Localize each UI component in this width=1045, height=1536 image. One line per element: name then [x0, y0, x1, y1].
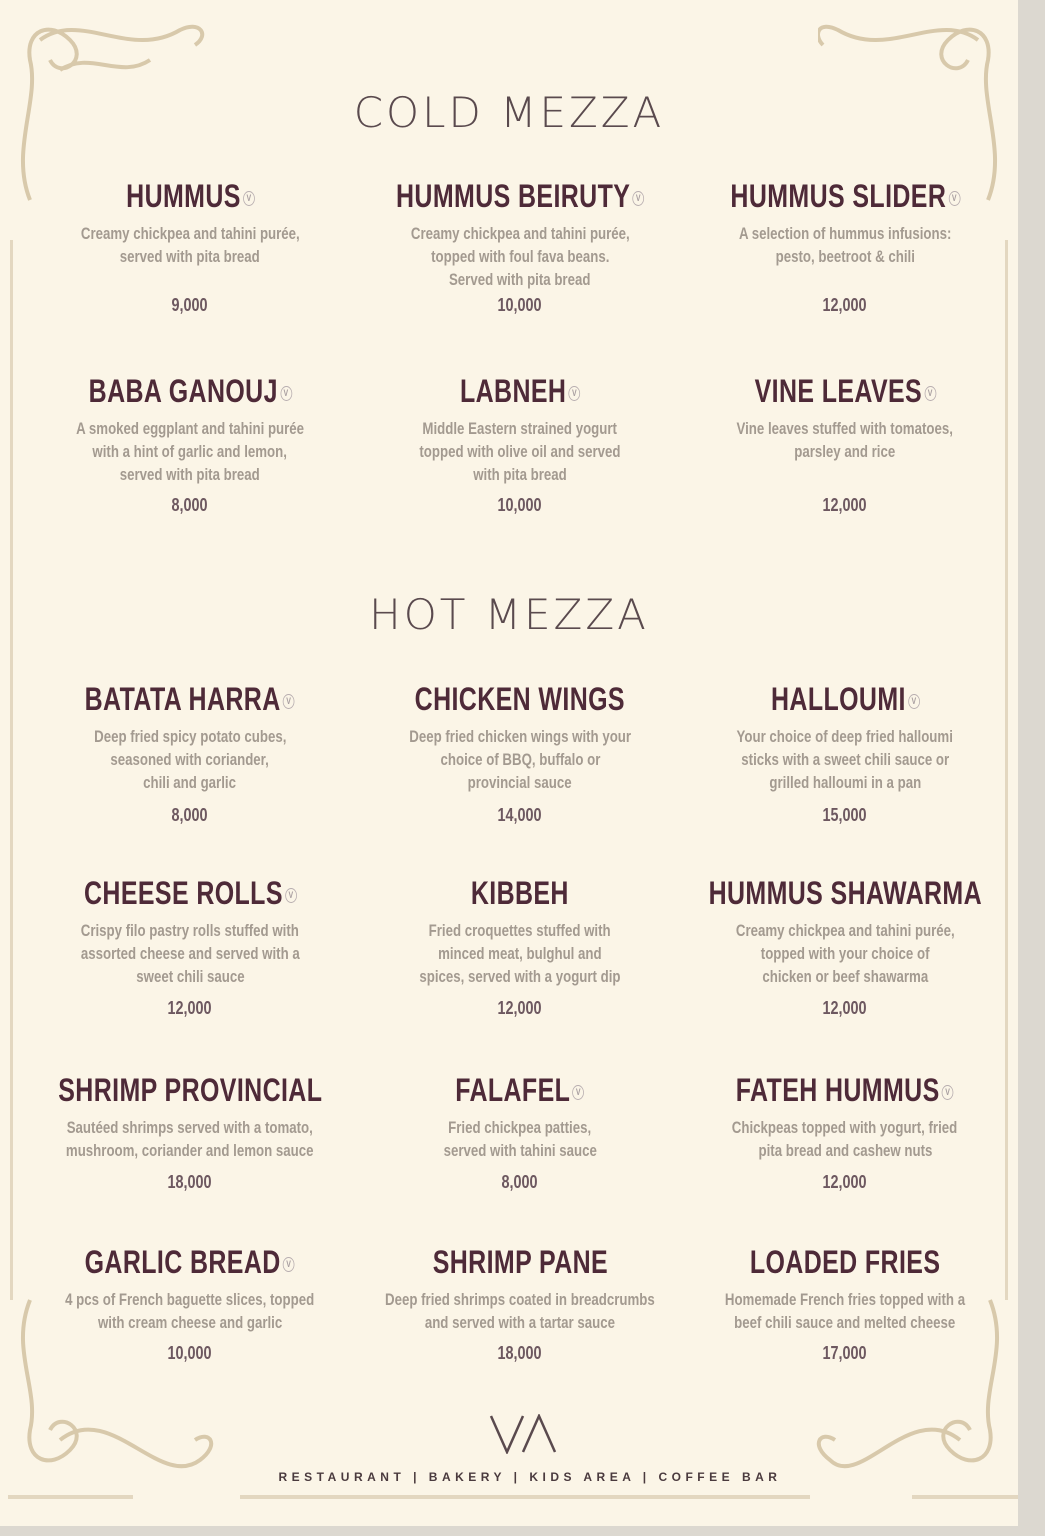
item-name-text: HALLOUMI: [770, 681, 906, 717]
menu-item: [665, 373, 1025, 515]
vegetarian-icon: V: [632, 191, 644, 206]
description-line: Creamy chickpea and tahini purée,: [735, 921, 955, 940]
menu-item: [340, 178, 700, 315]
price-text: 12,000: [822, 1172, 868, 1192]
item-price: [10, 295, 370, 316]
description-line: A selection of hummus infusions:: [738, 224, 952, 243]
item-name: [455, 1072, 584, 1109]
item-price: [665, 295, 1025, 316]
vegetarian-icon: V: [283, 694, 295, 709]
price-text: 10,000: [167, 1343, 213, 1363]
item-description: [665, 222, 1025, 268]
item-name: [730, 178, 960, 215]
item-description: [340, 222, 700, 291]
description-line: with pita bread: [473, 465, 567, 484]
description-line: Served with pita bread: [449, 270, 591, 289]
item-name: [432, 1244, 607, 1281]
section-title: HOT MEZZA: [369, 590, 649, 639]
item-price: [10, 495, 370, 516]
item-name-text: SHRIMP PROVINCIAL: [57, 1072, 323, 1108]
section-title: COLD MEZZA: [353, 88, 665, 137]
price-text: 12,000: [497, 998, 543, 1018]
description-line: Middle Eastern strained yogurt: [422, 419, 618, 438]
description-line: 4 pcs of French baguette slices, topped: [65, 1290, 315, 1309]
description-line: Crispy filo pastry rolls stuffed with: [80, 921, 300, 940]
price-text: 12,000: [822, 295, 868, 315]
item-description: [665, 725, 1025, 794]
description-line: served with pita bread: [119, 465, 261, 484]
description-line: choice of BBQ, buffalo or: [440, 750, 600, 769]
description-line: A smoked eggplant and tahini purée: [76, 419, 304, 438]
menu-item: [10, 178, 370, 315]
item-name: [750, 1244, 941, 1281]
description-line: spices, served with a yogurt dip: [419, 967, 621, 986]
item-name-text: BABA GANOUJ: [88, 373, 278, 409]
description-line: topped with olive oil and served: [419, 442, 621, 461]
item-price: [340, 495, 700, 516]
item-name: [460, 373, 580, 410]
vegetarian-icon: V: [908, 694, 920, 709]
description-line: Fried croquettes stuffed with: [429, 921, 611, 940]
item-description: [10, 417, 370, 486]
description-line: Chickpeas topped with yogurt, fried: [732, 1118, 958, 1137]
item-description: [340, 919, 700, 988]
price-text: 18,000: [497, 1343, 543, 1363]
description-line: Sautéed shrimps served with a tomato,: [66, 1118, 314, 1137]
item-name-text: HUMMUS SHAWARMA: [708, 875, 982, 911]
price-text: 15,000: [822, 805, 868, 825]
item-name-text: CHEESE ROLLS: [83, 875, 283, 911]
menu-item: [340, 373, 700, 515]
item-name: [754, 373, 936, 410]
description-line: Creamy chickpea and tahini purée,: [410, 224, 630, 243]
description-line: Creamy chickpea and tahini purée,: [80, 224, 300, 243]
item-name-text: FATEH HUMMUS: [736, 1072, 940, 1108]
menu-item: [665, 1244, 1025, 1363]
vegetarian-icon: V: [568, 386, 580, 401]
description-line: parsley and rice: [794, 442, 896, 461]
price-text: 12,000: [167, 998, 213, 1018]
item-price: [10, 805, 370, 826]
vegetarian-icon: V: [573, 1085, 585, 1100]
vegetarian-icon: V: [283, 1257, 295, 1272]
menu-item: [340, 875, 700, 1018]
item-name: [88, 373, 291, 410]
item-price: [340, 1172, 700, 1193]
item-price: [340, 998, 700, 1019]
vegetarian-icon: V: [280, 386, 292, 401]
description-line: provincial sauce: [468, 773, 572, 792]
item-description: [10, 222, 370, 268]
price-text: 10,000: [497, 495, 543, 515]
menu-item: [340, 681, 700, 825]
description-line: Deep fried spicy potato cubes,: [93, 727, 287, 746]
price-text: 14,000: [497, 805, 543, 825]
vegetarian-icon: V: [942, 1085, 954, 1100]
item-name: [126, 178, 255, 215]
description-line: with a hint of garlic and lemon,: [92, 442, 288, 461]
menu-item: [665, 875, 1025, 1018]
description-line: seasoned with coriander,: [110, 750, 270, 769]
item-price: [10, 1343, 370, 1364]
item-description: [340, 1116, 700, 1162]
item-price: [665, 805, 1025, 826]
description-line: with cream cheese and garlic: [97, 1313, 283, 1332]
item-name: [471, 875, 569, 912]
description-line: assorted cheese and served with a: [80, 944, 300, 963]
item-name: [771, 681, 920, 718]
description-line: topped with your choice of: [760, 944, 930, 963]
description-line: Vine leaves stuffed with tomatoes,: [736, 419, 954, 438]
va-logo-icon: [489, 1414, 565, 1454]
item-name: [396, 178, 644, 215]
item-description: [10, 725, 370, 794]
price-text: 12,000: [822, 998, 868, 1018]
item-name: [58, 1072, 322, 1109]
item-description: [665, 919, 1025, 988]
description-line: pesto, beetroot & chili: [775, 247, 915, 266]
item-description: [10, 1116, 370, 1162]
item-name-text: LOADED FRIES: [749, 1244, 941, 1280]
item-description: [340, 725, 700, 794]
item-name-text: HUMMUS BEIRUTY: [395, 178, 631, 214]
description-line: Your choice of deep fried halloumi: [736, 727, 954, 746]
description-line: and served with a tartar sauce: [424, 1313, 616, 1332]
description-line: mushroom, coriander and lemon sauce: [66, 1141, 314, 1160]
menu-item: [340, 1072, 700, 1192]
description-line: beef chili sauce and melted cheese: [734, 1313, 956, 1332]
description-line: served with tahini sauce: [443, 1141, 597, 1160]
description-line: chili and garlic: [143, 773, 237, 792]
item-price: [665, 998, 1025, 1019]
item-price: [340, 1343, 700, 1364]
item-description: [10, 1288, 370, 1334]
item-name: [415, 681, 625, 718]
vegetarian-icon: V: [948, 191, 960, 206]
description-line: pita bread and cashew nuts: [758, 1141, 932, 1160]
item-name-text: HUMMUS: [125, 178, 241, 214]
menu-item: [10, 875, 370, 1018]
price-text: 12,000: [822, 495, 868, 515]
item-name-text: VINE LEAVES: [754, 373, 922, 409]
price-text: 17,000: [822, 1343, 868, 1363]
description-line: Deep fried chicken wings with your: [409, 727, 631, 746]
price-text: 8,000: [171, 805, 209, 825]
description-line: Homemade French fries topped with a: [724, 1290, 966, 1309]
item-name-text: LABNEH: [459, 373, 567, 409]
item-name: [708, 875, 981, 912]
item-price: [10, 998, 370, 1019]
item-name-text: GARLIC BREAD: [84, 1244, 281, 1280]
item-name-text: HUMMUS SLIDER: [730, 178, 946, 214]
price-text: 8,000: [171, 495, 209, 515]
item-price: [665, 1172, 1025, 1193]
menu-item: [10, 1244, 370, 1363]
item-name-text: BATATA HARRA: [84, 681, 281, 717]
item-name-text: SHRIMP PANE: [432, 1244, 608, 1280]
item-description: [10, 919, 370, 988]
vegetarian-icon: V: [285, 888, 297, 903]
footer-tagline: RESTAURANT | BAKERY | KIDS AREA | COFFEE BAR: [278, 1470, 782, 1484]
item-price: [340, 805, 700, 826]
price-text: 18,000: [167, 1172, 213, 1192]
item-name: [85, 681, 295, 718]
price-text: 10,000: [497, 295, 543, 315]
item-name-text: KIBBEH: [470, 875, 570, 911]
item-price: [665, 495, 1025, 516]
item-description: [665, 417, 1025, 463]
item-price: [340, 295, 700, 316]
description-line: served with pita bread: [119, 247, 261, 266]
description-line: grilled halloumi in a pan: [769, 773, 921, 792]
menu-item: [665, 178, 1025, 315]
item-name-text: FALAFEL: [455, 1072, 571, 1108]
description-line: sweet chili sauce: [135, 967, 245, 986]
price-text: 8,000: [501, 1172, 539, 1192]
frame-bottom-line: [240, 1495, 810, 1499]
menu-item: [665, 1072, 1025, 1192]
menu-item: [10, 373, 370, 515]
menu-item: [665, 681, 1025, 825]
vegetarian-icon: V: [243, 191, 255, 206]
item-name: [85, 1244, 295, 1281]
description-line: Fried chickpea patties,: [448, 1118, 592, 1137]
description-line: minced meat, bulghul and: [438, 944, 602, 963]
price-text: 9,000: [171, 295, 209, 315]
item-price: [10, 1172, 370, 1193]
item-description: [665, 1288, 1025, 1334]
item-price: [665, 1343, 1025, 1364]
description-line: chicken or beef shawarma: [762, 967, 928, 986]
item-name-text: CHICKEN WINGS: [414, 681, 626, 717]
description-line: topped with foul fava beans.: [430, 247, 610, 266]
item-description: [665, 1116, 1025, 1162]
item-description: [340, 417, 700, 486]
item-name: [84, 875, 297, 912]
item-name: [736, 1072, 954, 1109]
item-description: [340, 1288, 700, 1334]
menu-item: [340, 1244, 700, 1363]
description-line: Deep fried shrimps coated in breadcrumbs: [385, 1290, 655, 1309]
menu-item: [10, 1072, 370, 1192]
vegetarian-icon: V: [924, 386, 936, 401]
description-line: sticks with a sweet chili sauce or: [741, 750, 949, 769]
menu-item: [10, 681, 370, 825]
